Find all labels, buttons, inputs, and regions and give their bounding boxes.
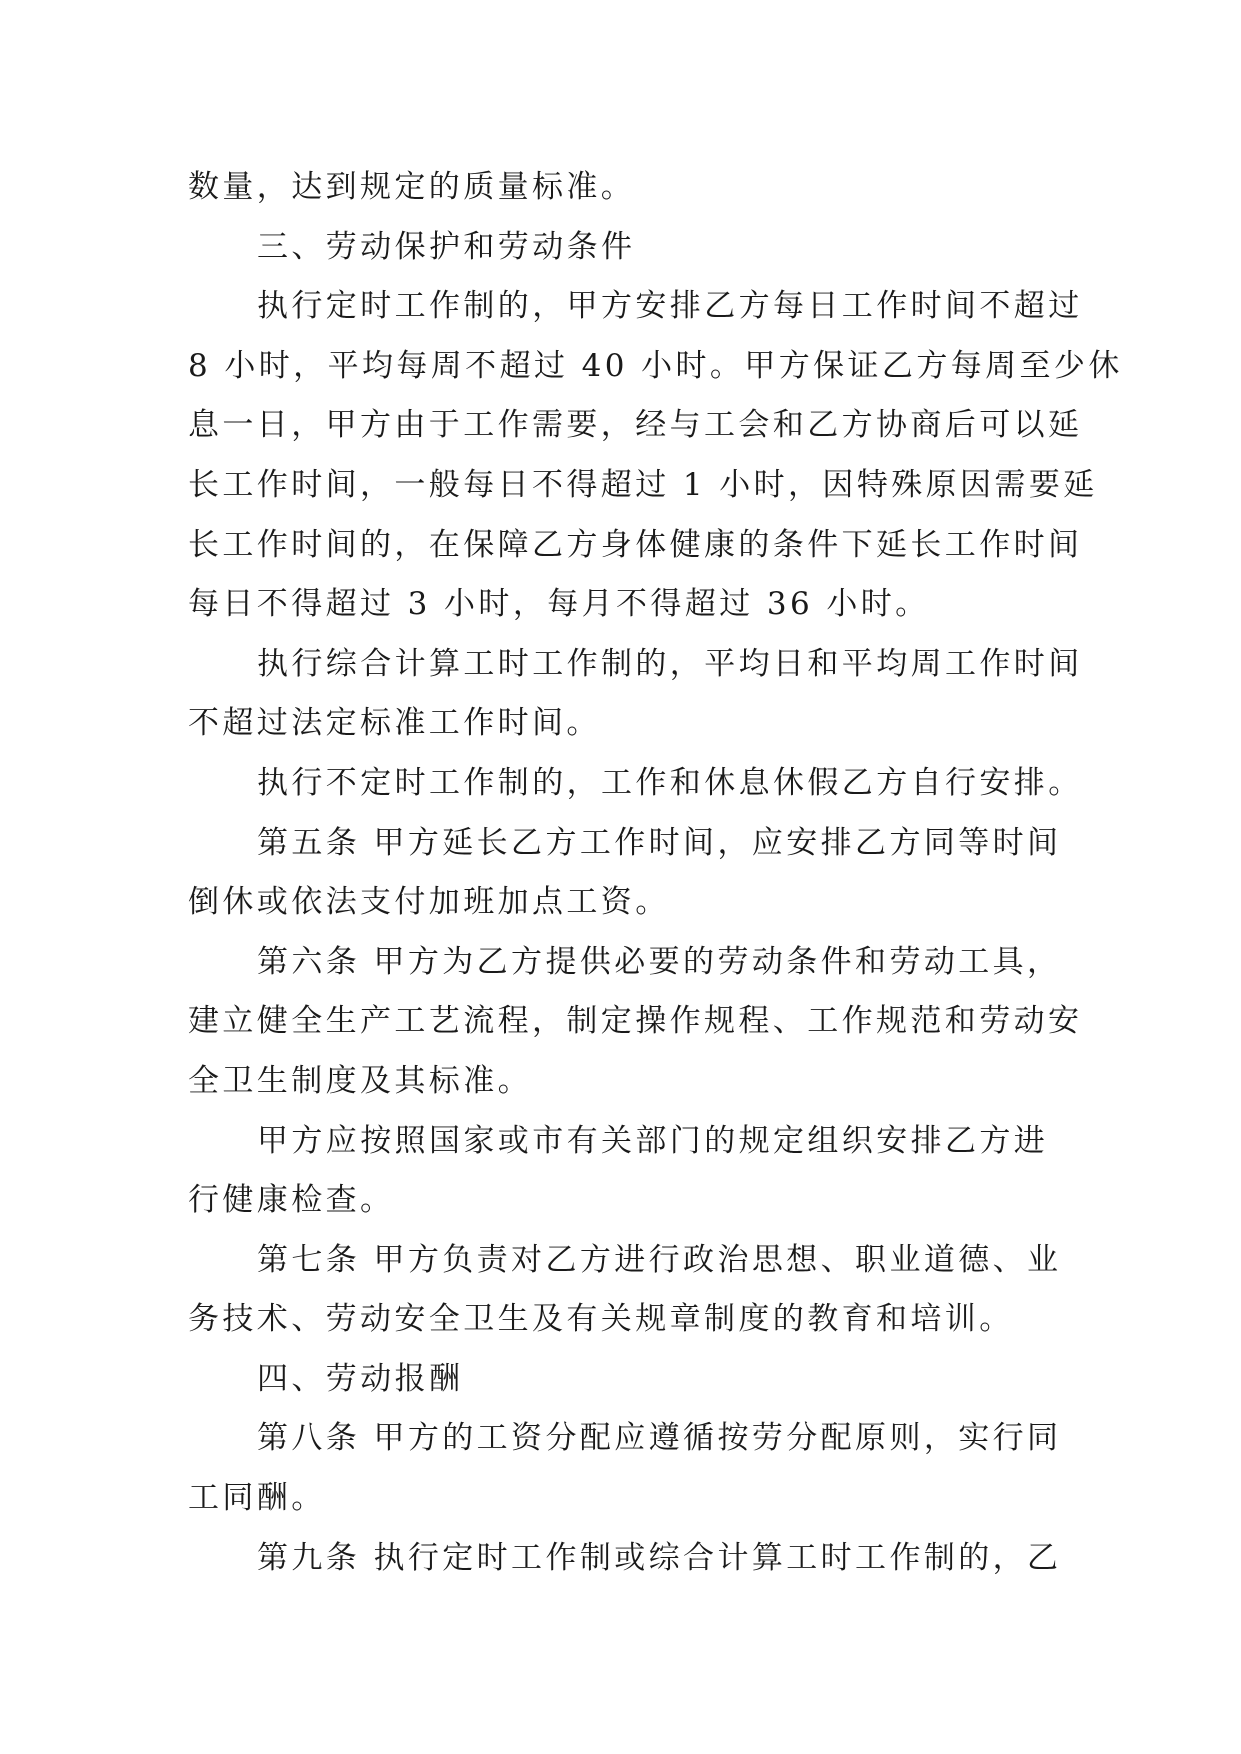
text-line: 第八条 甲方的工资分配应遵循按劳分配原则，实行同 <box>257 1420 1062 1457</box>
text-line: 第七条 甲方负责对乙方进行政治思想、职业道德、业 <box>257 1241 1062 1278</box>
text-line: 第五条 甲方延长乙方工作时间，应安排乙方同等时间 <box>257 824 1062 861</box>
text-line: 工同酬。 <box>188 1480 326 1517</box>
text-line: 三、劳动保护和劳动条件 <box>257 228 636 265</box>
text-line: 行健康检查。 <box>188 1182 395 1219</box>
text-line: 甲方应按照国家或市有关部门的规定组织安排乙方进 <box>257 1122 1049 1159</box>
text-line: 务技术、劳动安全卫生及有关规章制度的教育和培训。 <box>188 1301 1014 1338</box>
text-line: 执行定时工作制的，甲方安排乙方每日工作时间不超过 <box>257 288 1083 325</box>
text-line: 每日不得超过 3 小时，每月不得超过 36 小时。 <box>188 586 930 623</box>
text-line: 执行不定时工作制的，工作和休息休假乙方自行安排。 <box>257 764 1083 801</box>
text-line: 长工作时间，一般每日不得超过 1 小时，因特殊原因需要延 <box>188 466 1098 503</box>
text-line: 息一日，甲方由于工作需要，经与工会和乙方协商后可以延 <box>188 407 1083 444</box>
text-line: 建立健全生产工艺流程，制定操作规程、工作规范和劳动安 <box>188 1003 1083 1040</box>
text-line: 不超过法定标准工作时间。 <box>188 705 601 742</box>
text-line: 8 小时，平均每周不超过 40 小时。甲方保证乙方每周至少休 <box>188 347 1123 384</box>
text-line: 倒休或依法支付加班加点工资。 <box>188 884 670 921</box>
document-body <box>188 158 1123 1588</box>
text-line: 执行综合计算工时工作制的，平均日和平均周工作时间 <box>257 645 1083 682</box>
text-line: 全卫生制度及其标准。 <box>188 1062 532 1099</box>
text-line: 第六条 甲方为乙方提供必要的劳动条件和劳动工具， <box>257 943 1062 980</box>
text-line: 四、劳动报酬 <box>257 1360 464 1397</box>
text-line: 数量，达到规定的质量标准。 <box>188 169 636 205</box>
text-line: 第九条 执行定时工作制或综合计算工时工作制的，乙 <box>257 1539 1062 1576</box>
text-line: 长工作时间的，在保障乙方身体健康的条件下延长工作时间 <box>188 526 1083 563</box>
